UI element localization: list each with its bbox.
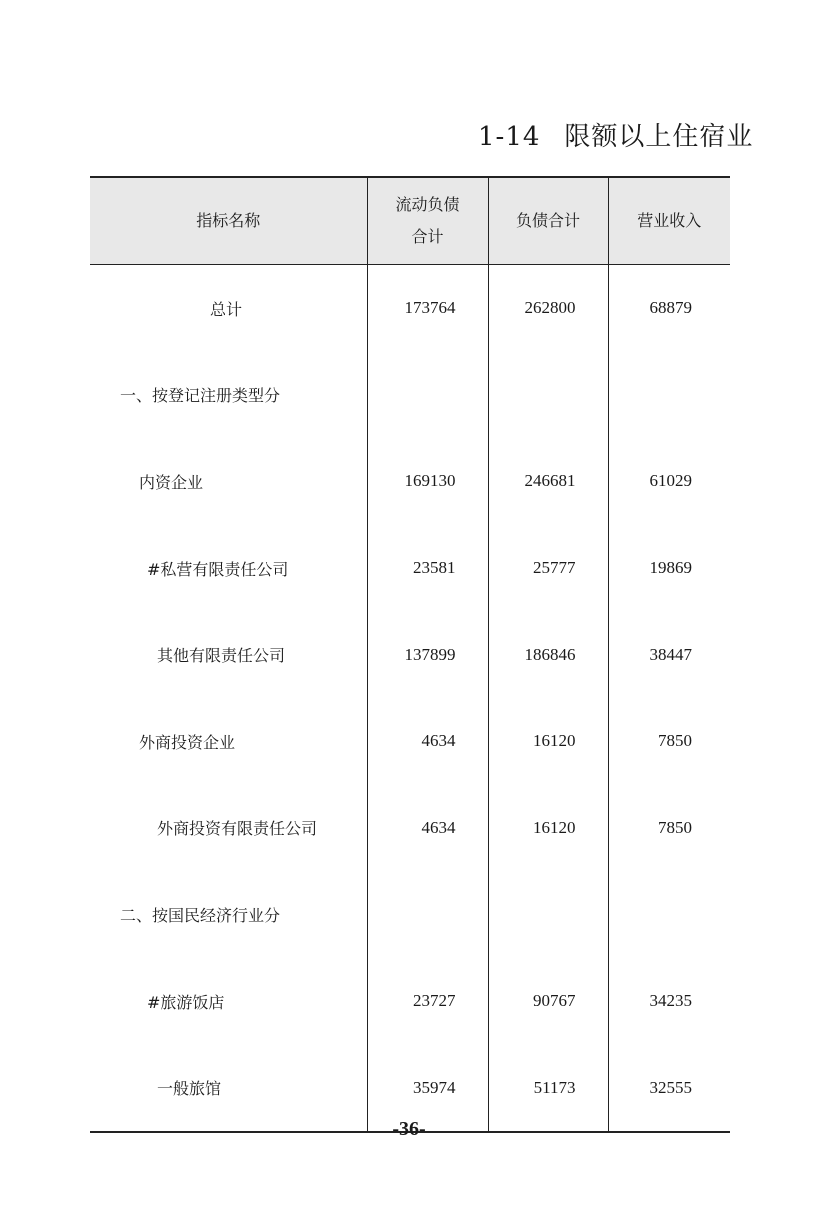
cell-operating-revenue	[608, 352, 730, 439]
cell-operating-revenue: 34235	[608, 958, 730, 1045]
row-label: 内资企业	[139, 472, 204, 492]
cell-current-liabilities: 4634	[367, 785, 488, 872]
row-label: #旅游饭店	[147, 992, 225, 1012]
cell-operating-revenue: 38447	[608, 611, 730, 698]
cell-operating-revenue: 7850	[608, 785, 730, 872]
cell-operating-revenue: 61029	[608, 438, 730, 525]
cell-current-liabilities: 137899	[367, 611, 488, 698]
row-label: #私营有限责任公司	[147, 559, 289, 579]
statistics-table	[90, 176, 730, 1133]
row-label: 外商投资企业	[139, 732, 236, 752]
page-title	[478, 116, 754, 153]
header-operating-revenue: 营业收入	[608, 177, 730, 265]
page-number: -36-	[392, 1118, 426, 1140]
row-label: 一般旅馆	[157, 1079, 222, 1099]
row-label: 其他有限责任公司	[157, 646, 286, 666]
cell-operating-revenue: 19869	[608, 525, 730, 612]
cell-current-liabilities: 23581	[367, 525, 488, 612]
cell-total-liabilities	[488, 352, 608, 439]
cell-total-liabilities: 16120	[488, 698, 608, 785]
table-title: 限额以上住宿业	[564, 122, 754, 152]
row-label: 总计	[210, 299, 243, 319]
cell-total-liabilities	[488, 871, 608, 958]
cell-operating-revenue: 32555	[608, 1044, 730, 1132]
cell-operating-revenue: 7850	[608, 698, 730, 785]
table-row	[90, 785, 730, 872]
table-number: 1-14	[478, 122, 541, 152]
cell-total-liabilities: 25777	[488, 525, 608, 612]
cell-total-liabilities: 262800	[488, 265, 608, 352]
cell-current-liabilities: 35974	[367, 1044, 488, 1132]
table-row	[90, 352, 730, 439]
cell-total-liabilities: 16120	[488, 785, 608, 872]
header-indicator-name: 指标名称	[90, 177, 367, 265]
table-row	[90, 438, 730, 525]
table-row	[90, 958, 730, 1045]
row-label: 外商投资有限责任公司	[157, 819, 318, 839]
cell-current-liabilities: 169130	[367, 438, 488, 525]
cell-current-liabilities	[367, 871, 488, 958]
cell-total-liabilities: 90767	[488, 958, 608, 1045]
cell-current-liabilities: 4634	[367, 698, 488, 785]
cell-current-liabilities: 23727	[367, 958, 488, 1045]
table-row	[90, 265, 730, 352]
cell-operating-revenue	[608, 871, 730, 958]
cell-total-liabilities: 246681	[488, 438, 608, 525]
table-row	[90, 871, 730, 958]
header-total-liabilities: 负债合计	[488, 177, 608, 265]
cell-total-liabilities: 186846	[488, 611, 608, 698]
row-label: 一、按登记注册类型分	[120, 386, 281, 406]
table-row	[90, 525, 730, 612]
table-row	[90, 611, 730, 698]
header-row	[90, 177, 730, 265]
row-label: 二、按国民经济行业分	[120, 905, 281, 925]
cell-current-liabilities: 173764	[367, 265, 488, 352]
header-current-liabilities: 流动负债合计	[367, 177, 488, 265]
cell-current-liabilities	[367, 352, 488, 439]
table-row	[90, 698, 730, 785]
cell-total-liabilities: 51173	[488, 1044, 608, 1132]
cell-operating-revenue: 68879	[608, 265, 730, 352]
